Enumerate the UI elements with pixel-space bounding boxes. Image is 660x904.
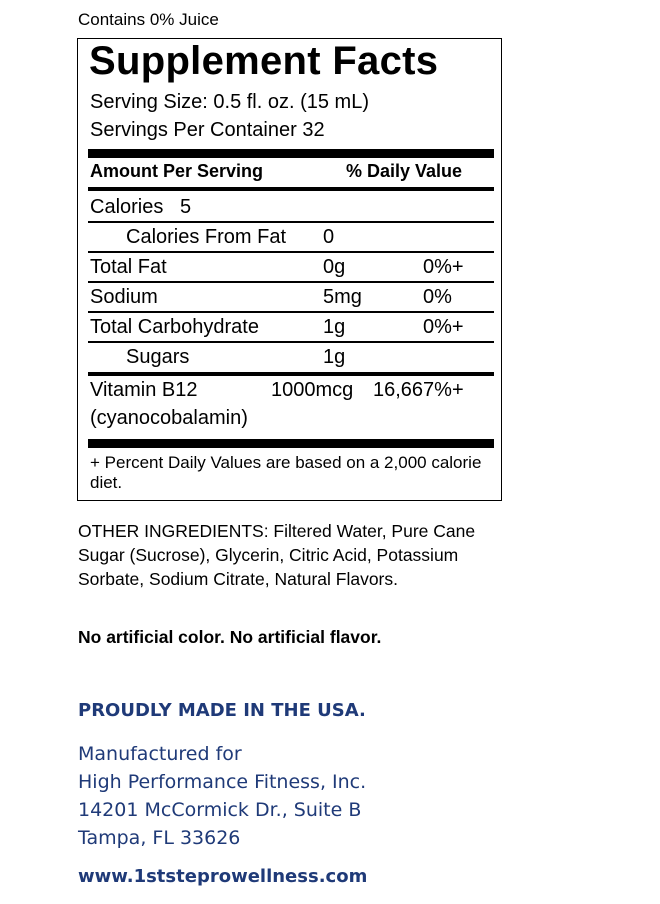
row-sodium: Sodium bbox=[90, 286, 158, 308]
row-dv: 0% bbox=[423, 286, 452, 308]
divider bbox=[88, 281, 494, 283]
row-amount: 5mg bbox=[323, 286, 362, 308]
manufacturer-info bbox=[78, 740, 366, 852]
row-amount: 0g bbox=[323, 256, 346, 278]
row-total-carbohydrate: Total Carbohydrate bbox=[90, 316, 259, 338]
row-vitamin-b12-sub: (cyanocobalamin) bbox=[90, 407, 248, 429]
servings-per-container: Servings Per Container 32 bbox=[90, 119, 325, 141]
thick-divider-bottom bbox=[88, 439, 494, 448]
thick-divider-mid bbox=[88, 372, 494, 376]
serving-size: Serving Size: 0.5 fl. oz. (15 mL) bbox=[90, 91, 370, 113]
row-amount: 1g bbox=[323, 316, 346, 338]
thick-divider-header bbox=[88, 187, 494, 191]
row-calories-from-fat: Calories From Fat bbox=[126, 226, 287, 248]
row-dv: 16,667%+ bbox=[373, 379, 464, 401]
row-dv: 0%+ bbox=[423, 256, 464, 278]
footnote: + Percent Daily Values are based on a 2,000 calorie diet. bbox=[90, 453, 482, 492]
supplement-facts-panel bbox=[77, 38, 502, 501]
divider bbox=[88, 251, 494, 253]
header-daily-value: % Daily Value bbox=[346, 161, 463, 181]
row-total-fat: Total Fat bbox=[90, 256, 167, 278]
row-label: Calories bbox=[90, 196, 164, 218]
row-amount: 1g bbox=[323, 346, 346, 368]
row-vitamin-b12: Vitamin B12 bbox=[90, 379, 198, 401]
website-link[interactable]: www.1ststeprowellness.com bbox=[78, 866, 368, 887]
manufacturer-line: Tampa, FL 33626 bbox=[78, 827, 241, 849]
row-amount: 1000mcg bbox=[271, 379, 354, 401]
thick-divider-top bbox=[88, 149, 494, 158]
header-amount-per-serving: Amount Per Serving bbox=[90, 161, 264, 181]
manufacturer-line: High Performance Fitness, Inc. bbox=[78, 771, 367, 793]
row-calories bbox=[90, 196, 191, 219]
row-sugars: Sugars bbox=[126, 346, 190, 368]
facts-title: Supplement Facts bbox=[89, 39, 439, 83]
manufacturer-line: Manufactured for bbox=[78, 743, 242, 765]
divider bbox=[88, 341, 494, 343]
no-artificial-statement: No artificial color. No artificial flavor. bbox=[78, 627, 382, 647]
row-amount: 0 bbox=[323, 226, 335, 248]
manufacturer-line: 14201 McCormick Dr., Suite B bbox=[78, 799, 362, 821]
juice-note: Contains 0% Juice bbox=[78, 10, 219, 29]
divider bbox=[88, 221, 494, 223]
row-dv: 0%+ bbox=[423, 316, 464, 338]
made-in-usa: PROUDLY MADE IN THE USA. bbox=[78, 700, 366, 721]
row-amount: 5 bbox=[180, 196, 192, 218]
other-ingredients: OTHER INGREDIENTS: Filtered Water, Pure Cane Sugar (Sucrose), Glycerin, Citric Acid, Potassium Sorbate, Sodium Citrate, Natural Flavors. bbox=[78, 521, 476, 589]
divider bbox=[88, 311, 494, 313]
